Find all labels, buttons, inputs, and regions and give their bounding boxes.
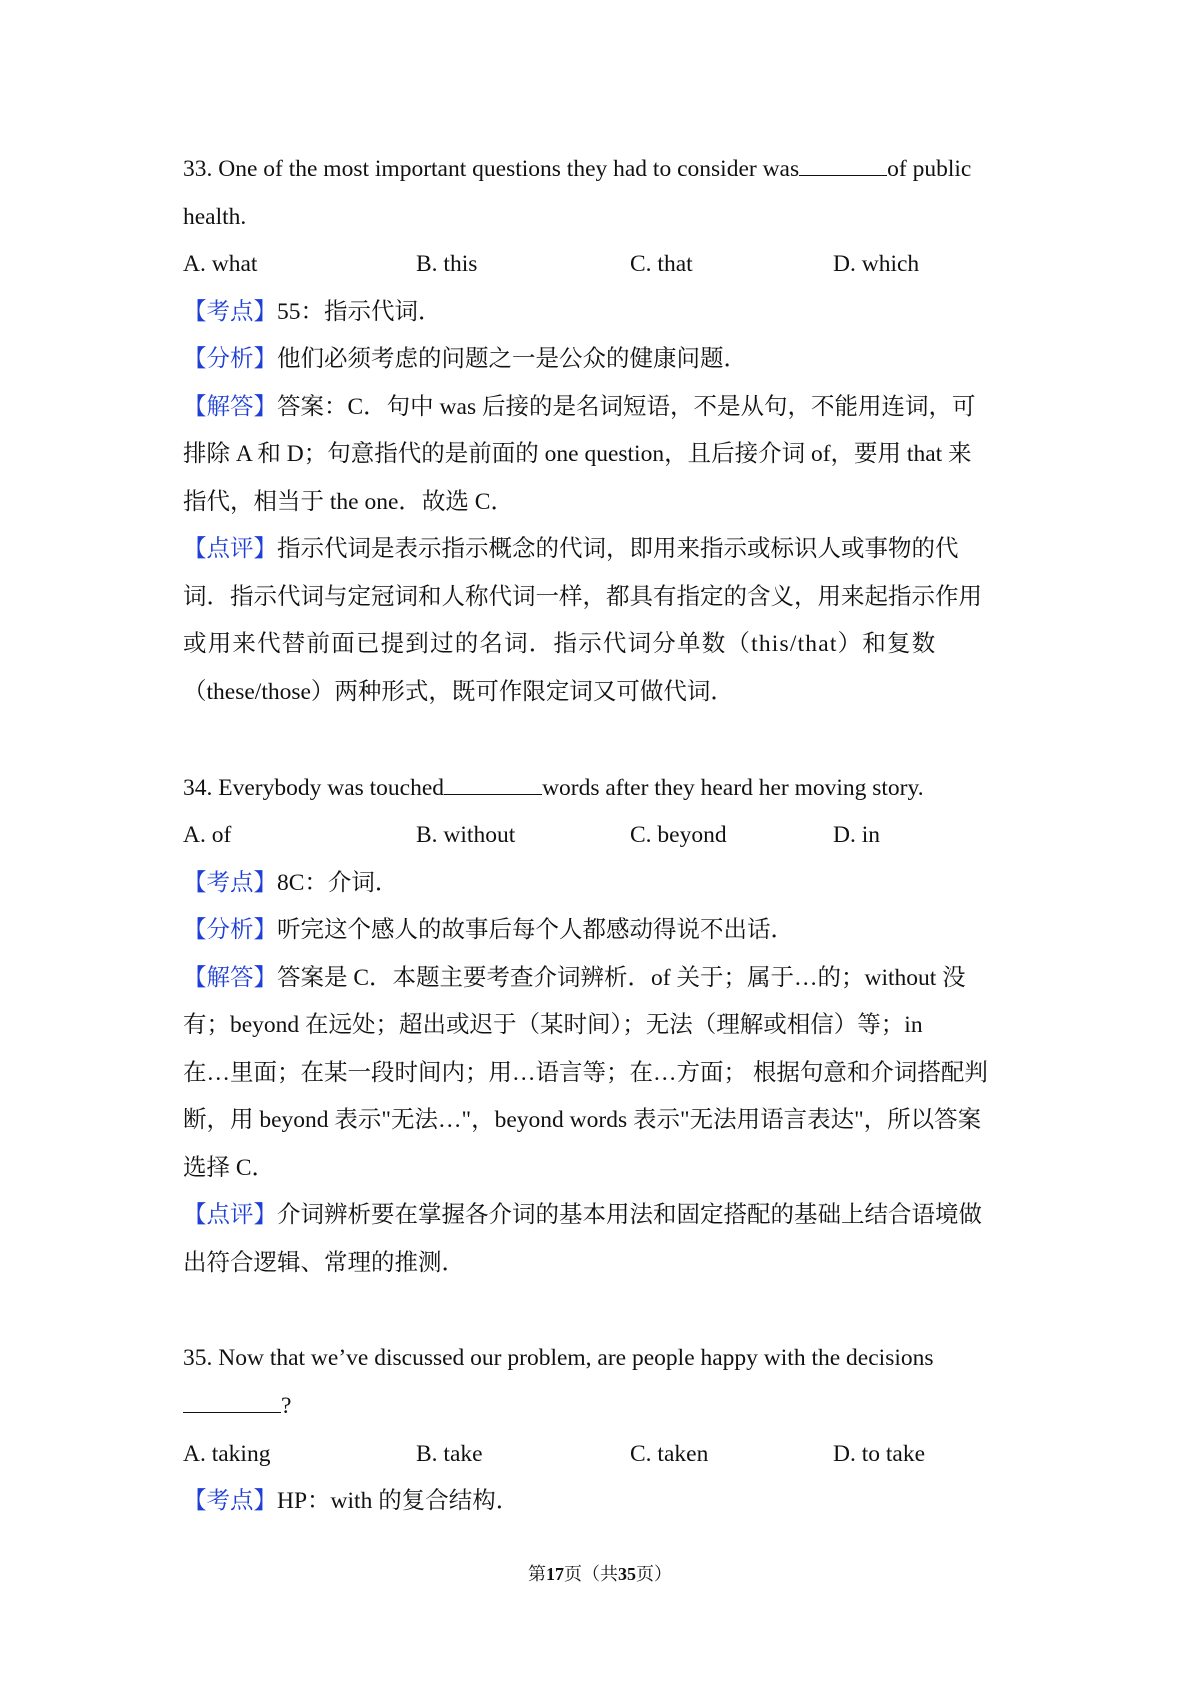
kaodian-tag: 【考点】 [183,1488,277,1514]
footer-middle: 页（共 [564,1564,618,1584]
option-d: D. to take [833,1440,926,1467]
spacer [183,716,1028,764]
dianping-text: 指示代词是表示指示概念的代词，即用来指示或标识人或事物的代 [277,536,959,562]
dianping-line [183,1192,1028,1240]
page-footer [0,1561,1200,1587]
jieda-line: 有；beyond 在远处；超出或迟于（某时间）；无法（理解或相信）等；in [183,1012,923,1038]
spacer [183,1287,1028,1335]
stem-text: ? [281,1393,292,1419]
question-stem-line2 [183,1382,1028,1431]
jieda-text: 答案是 C．本题主要考查介词辨析．of 关于；属于…的；without 没 [277,964,966,991]
kaodian-text: HP：with 的复合结构． [277,1488,520,1514]
option-c: C. that [630,251,693,277]
jieda-line: 指代，相当于 the one．故选 C． [183,488,514,515]
dianping-line: （these/those）两种形式，既可作限定词又可做代词． [183,678,734,705]
kaodian-tag: 【考点】 [183,298,277,325]
dianping-line [183,526,1028,574]
jieda-tag: 【解答】 [183,964,277,991]
jieda-line: 选择 C． [183,1154,276,1181]
dianping-line: 词．指示代词与定冠词和人称代词一样，都具有指定的含义，用来起指示作用 [183,583,982,610]
options-row [183,241,1028,289]
footer-page-number: 17 [546,1564,564,1584]
fenxi-text: 他们必须考虑的问题之一是公众的健康问题． [277,346,747,372]
answer-blank [444,764,542,795]
jieda-section [183,384,1028,527]
jieda-line: 在…里面；在某一段时间内；用…语言等；在…方面； 根据句意和介词搭配判 [183,1059,988,1086]
dianping-line: 出符合逻辑、常理的推测． [183,1249,465,1276]
option-c: C. beyond [630,822,727,848]
dianping-line: 或用来代替前面已提到过的名词．指示代词分单数（this/that）和复数 [183,631,937,657]
jieda-line [183,384,1028,432]
kaodian-section [183,1478,1028,1526]
option-b: B. take [416,1440,483,1467]
stem-text: of public [887,156,972,182]
dianping-tag: 【点评】 [183,536,277,562]
options-row [183,812,1028,860]
option-a: A. taking [183,1440,271,1467]
options-row [183,1431,1028,1479]
fenxi-text: 听完这个感人的故事后每个人都感动得说不出话． [277,917,794,943]
dianping-tag: 【点评】 [183,1202,277,1228]
stem-text: 34. Everybody was touched [183,774,445,801]
option-b: B. without [416,822,516,848]
footer-prefix: 第 [528,1564,546,1584]
jieda-line: 断，用 beyond 表示"无法…"，beyond words 表示"无法用语言表达"，所以答案 [183,1107,982,1133]
jieda-line [183,955,1028,1003]
kaodian-section [183,860,1028,908]
stem-text: words after they heard her moving story. [542,774,924,801]
option-d: D. in [833,822,880,848]
option-a: A. of [183,822,232,848]
option-c: C. taken [630,1440,709,1467]
fenxi-tag: 【分析】 [183,346,277,372]
question-stem [183,764,1028,813]
question-stem [183,145,1028,194]
jieda-line: 排除 A 和 D；句意指代的是前面的 one question，且后接介词 of，要用 that 来 [183,441,972,467]
option-b: B. this [416,251,478,277]
dianping-text: 介词辨析要在掌握各介词的基本用法和固定搭配的基础上结合语境做 [277,1202,982,1228]
kaodian-text: 55：指示代词． [277,298,442,325]
kaodian-section [183,289,1028,337]
stem-text: 33. One of the most important questions they had to consider was [183,156,800,182]
fenxi-tag: 【分析】 [183,917,277,943]
option-a: A. what [183,251,258,277]
question-stem: 35. Now that we’ve discussed our problem, are people happy with the decisions [183,1344,934,1371]
page-content [183,145,1028,1526]
fenxi-section [183,907,1028,955]
question-35 [183,1335,1028,1526]
dianping-section [183,1192,1028,1287]
jieda-tag: 【解答】 [183,393,277,420]
fenxi-section [183,336,1028,384]
option-d: D. which [833,251,920,277]
answer-blank [799,145,887,176]
footer-total-pages: 35 [618,1564,636,1584]
dianping-section [183,526,1028,716]
answer-blank [183,1382,281,1413]
jieda-text: 答案：C．句中 was 后接的是名词短语，不是从句，不能用连词，可 [277,393,976,420]
question-33 [183,145,1028,716]
kaodian-tag: 【考点】 [183,869,277,896]
footer-suffix: 页） [636,1564,672,1584]
jieda-section [183,955,1028,1193]
question-stem-line2: health. [183,203,247,230]
question-34 [183,764,1028,1288]
kaodian-text: 8C：介词． [277,869,399,896]
